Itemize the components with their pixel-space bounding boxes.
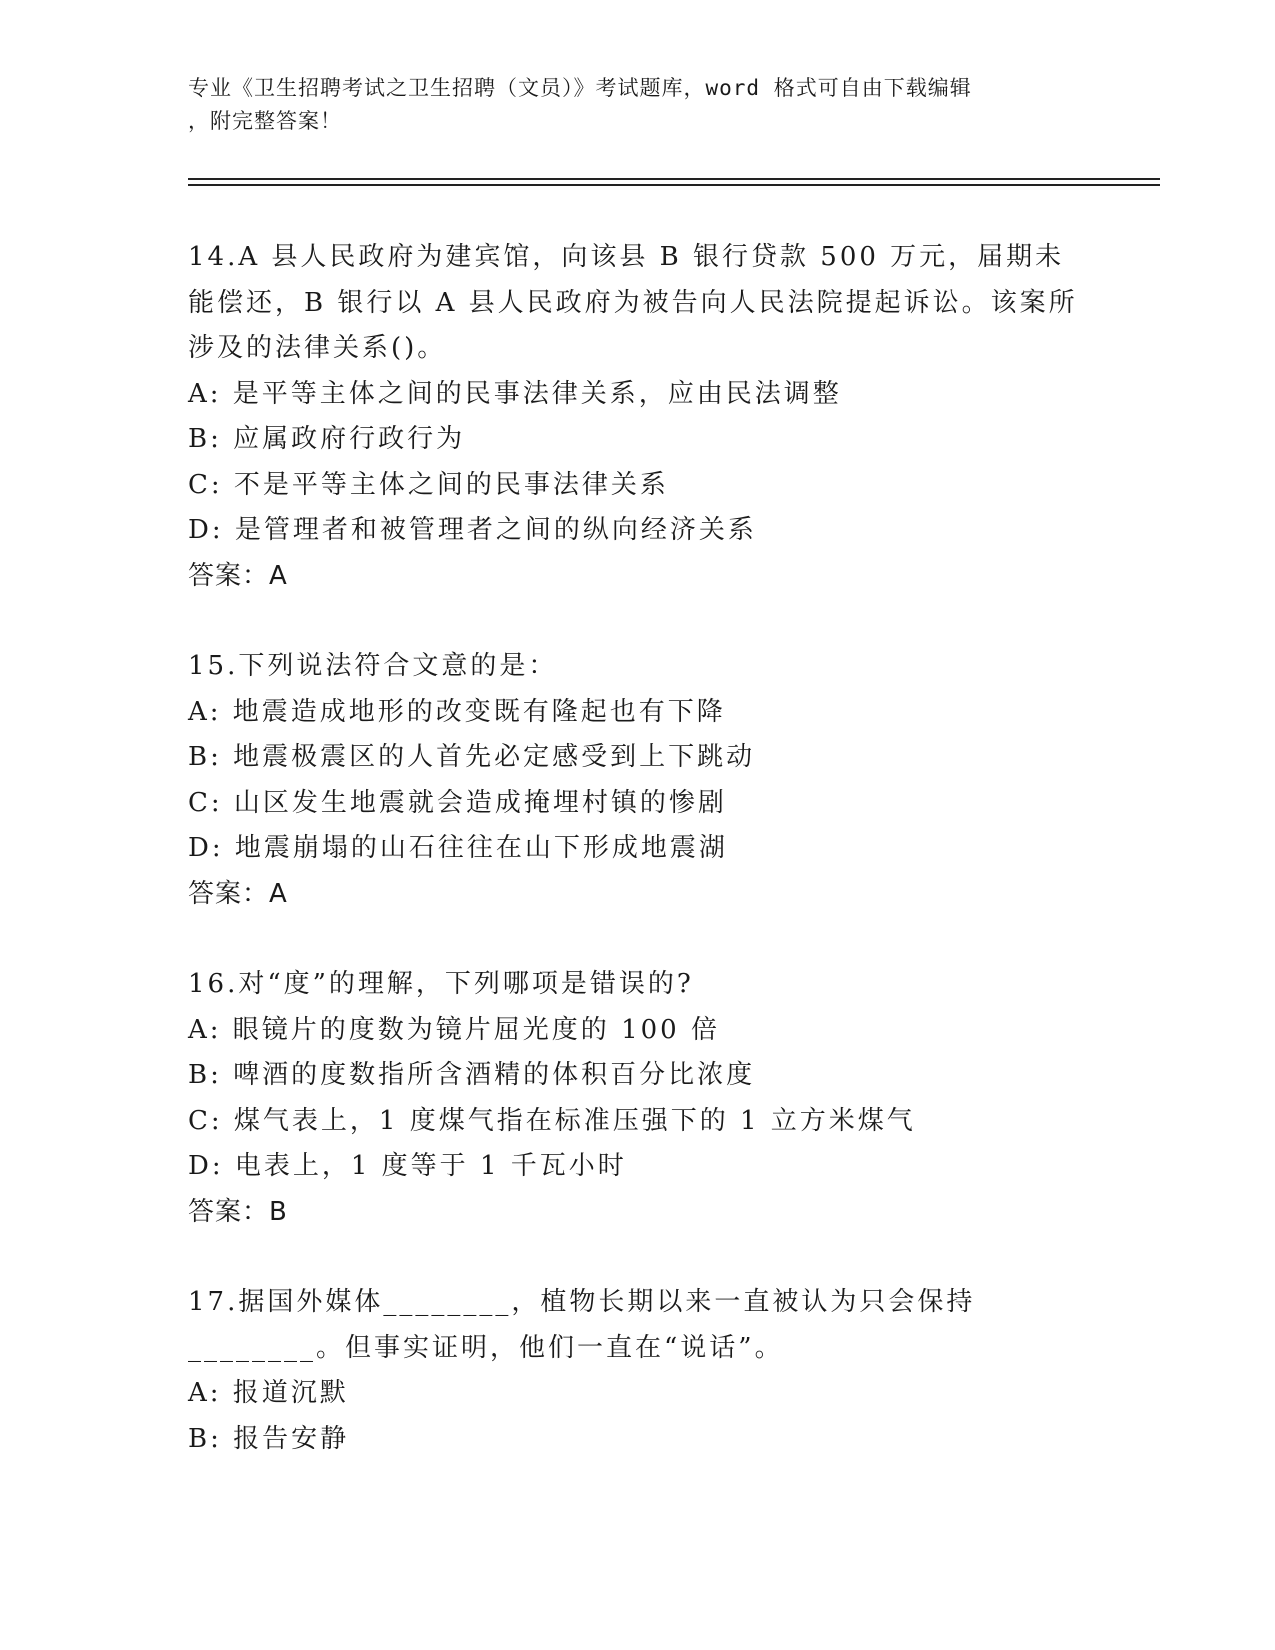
question-16 xyxy=(188,962,1088,1235)
option-d: D: 是管理者和被管理者之间的纵向经济关系 xyxy=(188,515,757,545)
header-divider-top xyxy=(188,178,1160,180)
option-b: B: 地震极震区的人首先必定感受到上下跳动 xyxy=(188,742,756,772)
question-list xyxy=(188,235,1088,1507)
option-c: C: 煤气表上，1 度煤气指在标准压强下的 1 立方米煤气 xyxy=(188,1105,916,1136)
answer: 答案：A xyxy=(188,560,288,591)
question-text: 17.据国外媒体________，植物长期以来一直被认为只会保持________。但事实证明，他们一直在“说话”。 xyxy=(188,1287,976,1363)
header-divider-bottom xyxy=(188,184,1160,186)
question-14 xyxy=(188,235,1088,599)
question-15 xyxy=(188,644,1088,917)
option-a: A: 报道沉默 xyxy=(188,1378,349,1408)
answer: 答案：B xyxy=(188,1196,288,1227)
header-line-2: ，附完整答案！ xyxy=(188,109,342,133)
option-c: C: 山区发生地震就会造成掩埋村镇的惨剧 xyxy=(188,787,727,818)
option-b: B: 啤酒的度数指所含酒精的体积百分比浓度 xyxy=(188,1060,756,1090)
answer: 答案：A xyxy=(188,878,288,909)
question-text: 15.下列说法符合文意的是： xyxy=(188,651,558,681)
option-a: A: 地震造成地形的改变既有隆起也有下降 xyxy=(188,696,726,727)
option-a: A: 是平等主体之间的民事法律关系，应由民法调整 xyxy=(188,378,842,409)
option-a: A: 眼镜片的度数为镜片屈光度的 100 倍 xyxy=(188,1014,720,1045)
option-d: D: 电表上，1 度等于 1 千瓦小时 xyxy=(188,1151,627,1181)
option-b: B: 报告安静 xyxy=(188,1423,350,1454)
question-17 xyxy=(188,1280,1088,1462)
option-b: B: 应属政府行政行为 xyxy=(188,424,466,454)
question-text: 14.A 县人民政府为建宾馆，向该县 B 银行贷款 500 万元，届期未能偿还，B 银行以 A 县人民政府为被告向人民法院提起诉讼。该案所涉及的法律关系()。 xyxy=(188,242,1078,363)
header-line-1: 专业《卫生招聘考试之卫生招聘（文员）》考试题库，word 格式可自由下载编辑 xyxy=(188,76,972,100)
option-c: C: 不是平等主体之间的民事法律关系 xyxy=(188,469,669,500)
document-header xyxy=(188,72,1088,138)
option-d: D: 地震崩塌的山石往往在山下形成地震湖 xyxy=(188,833,728,863)
question-text: 16.对“度”的理解，下列哪项是错误的? xyxy=(188,969,694,999)
